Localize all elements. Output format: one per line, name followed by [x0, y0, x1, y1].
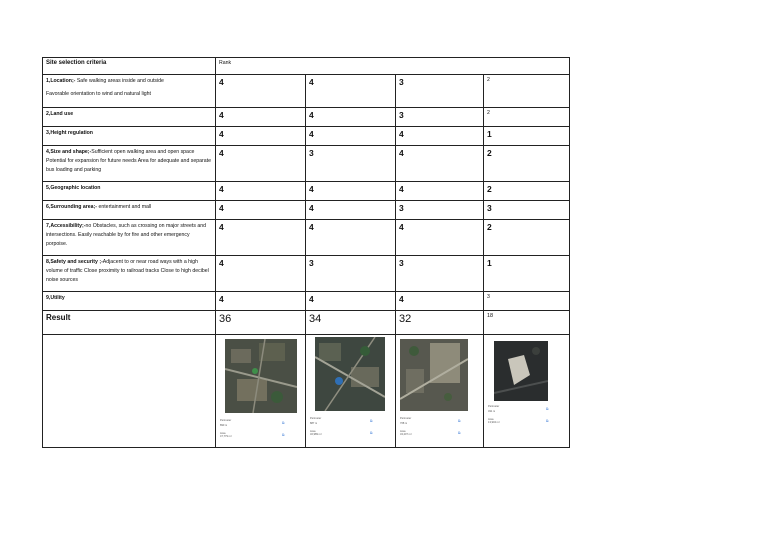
copy-icon[interactable]: ⧉	[458, 419, 461, 423]
rank-header: Rank	[216, 58, 570, 75]
criteria-description: no Obstacles, such as crossing on major streets and intersections. Easily reachable by for fire and other emergency porpoise.	[46, 223, 207, 247]
map-cell	[216, 335, 306, 448]
rank-value: 4	[396, 127, 484, 146]
criteria-row	[43, 146, 570, 182]
criteria-cell	[43, 292, 216, 311]
rank-value: 4	[306, 75, 396, 108]
area-value: 47,779 m²	[220, 435, 232, 439]
perimeter-value: 887 m	[310, 422, 318, 426]
copy-icon[interactable]: ⧉	[370, 431, 373, 435]
area-value: 13,904 m²	[488, 421, 500, 425]
rank-value: 2	[484, 220, 570, 256]
criteria-cell	[43, 220, 216, 256]
satellite-map-image	[400, 339, 468, 411]
criteria-description: Adjacent to or near road ways with a high volume of traffic Close proximity to railroad tracks Close to high decibel noise sources	[46, 259, 209, 283]
copy-icon[interactable]: ⧉	[370, 419, 373, 423]
criteria-cell	[43, 256, 216, 292]
copy-icon[interactable]: ⧉	[546, 419, 549, 423]
rank-value: 4	[216, 201, 306, 220]
result-value: 18	[484, 311, 570, 335]
rank-value: 4	[396, 182, 484, 201]
criteria-title: 6,Surrounding area;-	[46, 204, 98, 210]
map-cell	[306, 335, 396, 448]
criteria-title: 4,Size and shape;-	[46, 149, 92, 155]
rank-value: 4	[216, 146, 306, 182]
rank-value: 4	[306, 127, 396, 146]
copy-icon[interactable]: ⧉	[282, 433, 285, 437]
rank-value: 3	[484, 201, 570, 220]
rank-value: 4	[216, 292, 306, 311]
criteria-title: 7,Accessibility;-	[46, 223, 86, 229]
map-row	[43, 335, 570, 448]
criteria-row	[43, 220, 570, 256]
perimeter-label: Perimeter	[488, 405, 500, 408]
area-label: Area	[488, 417, 494, 421]
rank-value: 2	[484, 75, 570, 108]
rank-value: 4	[306, 220, 396, 256]
perimeter-label: Perimeter	[310, 417, 322, 420]
criteria-description: Safe walking areas inside and outside	[75, 78, 164, 84]
criteria-row	[43, 292, 570, 311]
result-value: 32	[396, 311, 484, 335]
result-value: 34	[306, 311, 396, 335]
criteria-cell	[43, 75, 216, 108]
rank-value: 1	[484, 127, 570, 146]
criteria-extra: Favorable orientation to wind and natural light	[46, 91, 151, 97]
perimeter-value: 768 m	[400, 422, 408, 426]
rank-value: 3	[306, 146, 396, 182]
rank-value: 3	[484, 292, 570, 311]
criteria-row	[43, 201, 570, 220]
area-label: Area	[220, 431, 226, 435]
copy-icon[interactable]: ⧉	[282, 421, 285, 425]
criteria-row	[43, 127, 570, 146]
satellite-map-image	[494, 341, 548, 401]
criteria-cell	[43, 182, 216, 201]
criteria-cell	[43, 108, 216, 127]
criteria-cell	[43, 201, 216, 220]
criteria-title: 8,Safety and security ;-	[46, 259, 103, 265]
rank-value: 4	[216, 182, 306, 201]
criteria-row	[43, 256, 570, 292]
map-cell	[396, 335, 484, 448]
rank-value: 4	[306, 201, 396, 220]
site-selection-table	[42, 57, 570, 448]
rank-value: 4	[396, 146, 484, 182]
area-value: 34,207 m²	[400, 433, 412, 437]
rank-value: 2	[484, 108, 570, 127]
satellite-map-image	[315, 337, 385, 411]
area-label: Area	[310, 429, 316, 433]
criteria-cell	[43, 127, 216, 146]
criteria-description: entertainment and mall	[97, 204, 152, 210]
rank-value: 3	[396, 75, 484, 108]
criteria-header: Site selection criteria	[43, 58, 216, 75]
criteria-description: Sufficient open walking area and open space Potential for expansion for future needs Area for adequate and separate bus loading and parking	[46, 149, 211, 173]
criteria-row	[43, 182, 570, 201]
perimeter-value: 890 m	[220, 424, 228, 428]
rank-value: 4	[216, 256, 306, 292]
rank-value: 4	[396, 292, 484, 311]
rank-value: 4	[306, 292, 396, 311]
result-label: Result	[43, 311, 216, 335]
rank-value: 2	[484, 182, 570, 201]
header-row	[43, 58, 570, 75]
rank-value: 2	[484, 146, 570, 182]
rank-value: 4	[306, 182, 396, 201]
criteria-cell	[43, 146, 216, 182]
criteria-title: 1,Location;-	[46, 78, 76, 84]
rank-value: 3	[306, 256, 396, 292]
rank-value: 4	[216, 220, 306, 256]
map-cell	[484, 335, 570, 448]
rank-value: 3	[396, 201, 484, 220]
criteria-row	[43, 108, 570, 127]
rank-value: 4	[216, 75, 306, 108]
satellite-map-image	[225, 339, 297, 413]
area-label: Area	[400, 429, 406, 433]
criteria-title: 2,Land use	[46, 111, 74, 117]
rank-value: 3	[396, 256, 484, 292]
criteria-row	[43, 75, 570, 108]
rank-value: 4	[306, 108, 396, 127]
rank-value: 4	[216, 108, 306, 127]
result-value: 36	[216, 311, 306, 335]
criteria-title: 3,Height regulation	[46, 130, 93, 136]
criteria-title: 5,Geographic location	[46, 185, 101, 191]
map-row-label-cell	[43, 335, 216, 448]
rank-value: 1	[484, 256, 570, 292]
criteria-title: 9,Utility	[46, 295, 65, 301]
perimeter-label: Perimeter	[220, 419, 232, 422]
copy-icon[interactable]: ⧉	[546, 407, 549, 411]
rank-value: 3	[396, 108, 484, 127]
rank-value: 4	[396, 220, 484, 256]
copy-icon[interactable]: ⧉	[458, 431, 461, 435]
result-row	[43, 311, 570, 335]
rank-value: 4	[216, 127, 306, 146]
perimeter-label: Perimeter	[400, 417, 412, 420]
perimeter-value: 491 m	[488, 410, 496, 414]
area-value: 32,989 m²	[310, 433, 322, 437]
